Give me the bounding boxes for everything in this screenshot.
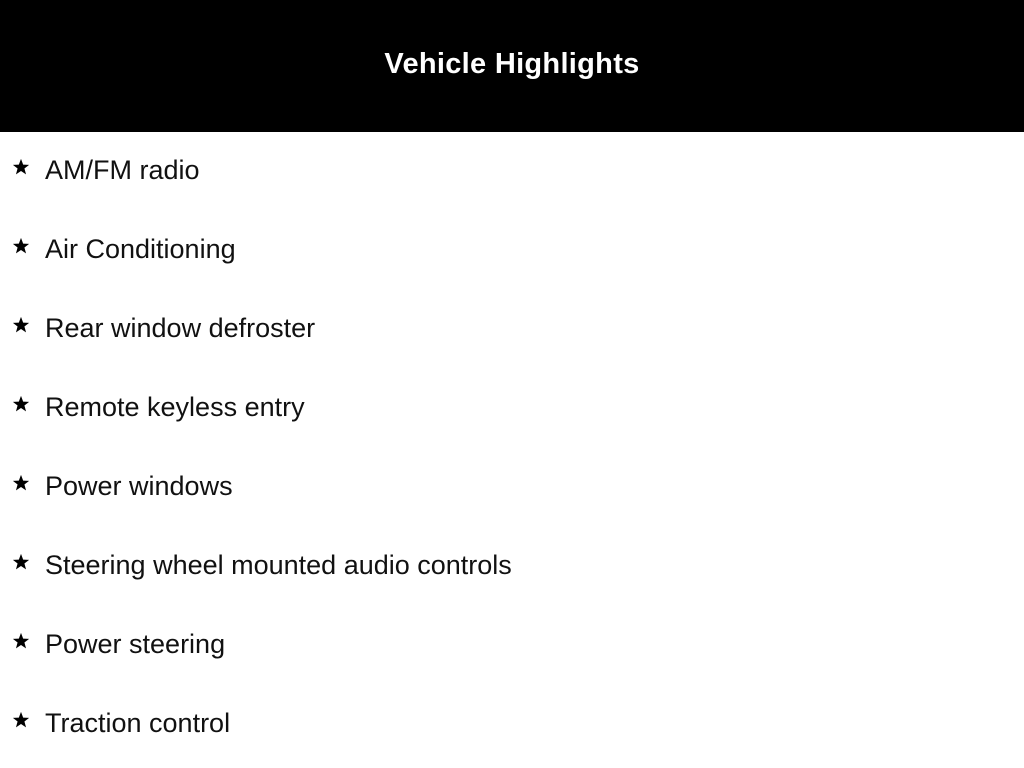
list-item xyxy=(0,369,1024,448)
list-item xyxy=(0,132,1024,211)
highlights-list xyxy=(0,132,1024,764)
list-item-label: Power steering xyxy=(45,629,226,659)
list-item-label: Traction control xyxy=(45,708,231,738)
star-icon xyxy=(12,395,30,413)
star-icon xyxy=(12,711,30,729)
list-item-label: Steering wheel mounted audio controls xyxy=(45,550,512,580)
star-icon xyxy=(12,553,30,571)
star-icon xyxy=(12,158,30,176)
list-item xyxy=(0,448,1024,527)
star-icon xyxy=(12,316,30,334)
list-item-label: Air Conditioning xyxy=(45,234,236,264)
list-item-label: Power windows xyxy=(45,471,233,501)
list-item xyxy=(0,290,1024,369)
list-item xyxy=(0,211,1024,290)
list-item xyxy=(0,527,1024,606)
list-item-label: AM/FM radio xyxy=(45,155,200,185)
star-icon xyxy=(12,237,30,255)
star-icon xyxy=(12,632,30,650)
list-item xyxy=(0,606,1024,685)
list-item xyxy=(0,685,1024,764)
page-title: Vehicle Highlights xyxy=(384,47,640,80)
star-icon xyxy=(12,474,30,492)
header-banner xyxy=(0,0,1024,132)
list-item-label: Remote keyless entry xyxy=(45,392,305,422)
list-item-label: Rear window defroster xyxy=(45,313,316,343)
